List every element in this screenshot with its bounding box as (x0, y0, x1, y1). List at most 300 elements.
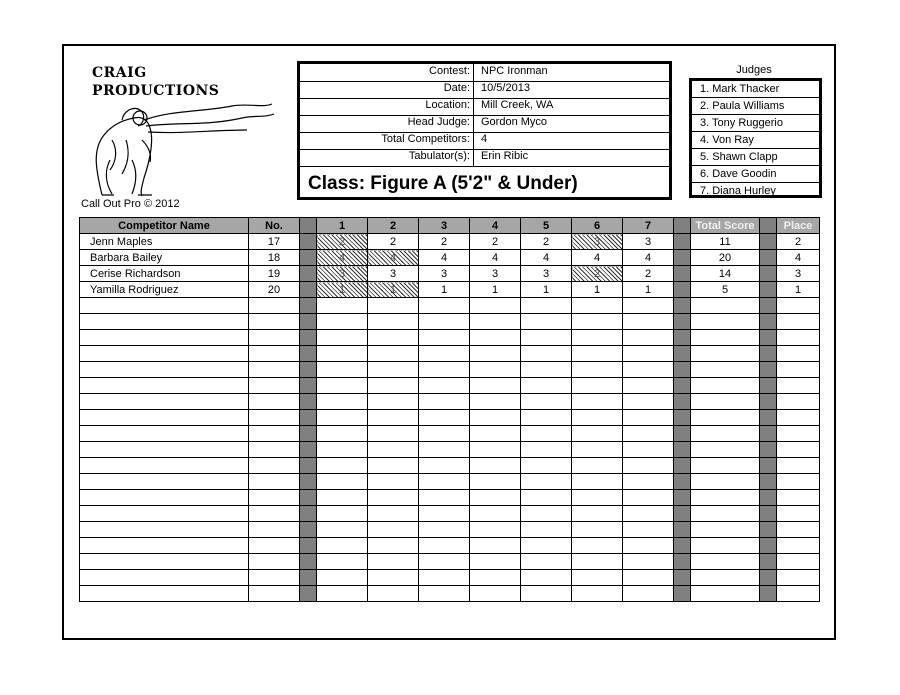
competitor-name-cell (80, 570, 249, 586)
competitor-number-cell (249, 506, 300, 522)
table-row (80, 538, 820, 554)
judge-score-cell (623, 394, 674, 410)
competitor-number-cell (249, 570, 300, 586)
judge-4-header: 4 (470, 218, 521, 234)
competitor-name-header: Competitor Name (80, 218, 249, 234)
divider (300, 554, 317, 570)
place-cell (777, 426, 820, 442)
divider (674, 490, 691, 506)
judge-score-cell (368, 538, 419, 554)
judge-score-cell (317, 458, 368, 474)
judge-score-cell (368, 378, 419, 394)
judge-score-cell (419, 538, 470, 554)
place-cell (777, 458, 820, 474)
date-row (300, 81, 669, 99)
divider (674, 250, 691, 266)
table-row (80, 554, 820, 570)
competitor-name-cell (80, 586, 249, 602)
judge-7: 7. Diana Hurley (700, 185, 776, 197)
judge-score-cell (572, 346, 623, 362)
number-header: No. (249, 218, 300, 234)
judge-score-cell (317, 506, 368, 522)
judge-score-cell (317, 442, 368, 458)
total-score-cell (691, 314, 760, 330)
competitor-number-cell: 19 (249, 266, 300, 282)
table-row (80, 266, 820, 282)
score-table-body (80, 234, 820, 602)
judge-score-cell (572, 298, 623, 314)
divider (674, 378, 691, 394)
judge-score-cell (368, 506, 419, 522)
divider (674, 538, 691, 554)
judge-score-cell (572, 394, 623, 410)
judge-6: 6. Dave Goodin (692, 166, 819, 183)
divider (300, 442, 317, 458)
judge-score-cell (470, 346, 521, 362)
table-row (80, 394, 820, 410)
total-score-cell: 11 (691, 234, 760, 250)
competitor-name-cell (80, 442, 249, 458)
place-cell (777, 554, 820, 570)
dropped-score-cell: 2 (317, 234, 368, 250)
competitor-name-cell (80, 506, 249, 522)
competitor-number-cell (249, 458, 300, 474)
dropped-score-cell: 1 (368, 282, 419, 298)
divider (760, 234, 777, 250)
judge-score-cell (368, 442, 419, 458)
logo-text-line2: PRODUCTIONS (92, 83, 220, 99)
table-row (80, 314, 820, 330)
divider (760, 266, 777, 282)
total-score-cell: 14 (691, 266, 760, 282)
place-cell (777, 346, 820, 362)
judge-score-cell (368, 570, 419, 586)
divider (674, 330, 691, 346)
judge-score-cell (521, 554, 572, 570)
judge-score-cell (623, 538, 674, 554)
competitor-number-cell (249, 522, 300, 538)
divider (300, 506, 317, 522)
competitor-name-cell (80, 394, 249, 410)
judge-score-cell (623, 474, 674, 490)
divider (760, 442, 777, 458)
score-sheet (62, 44, 836, 640)
total-score-cell (691, 554, 760, 570)
total-score-cell (691, 410, 760, 426)
divider (674, 266, 691, 282)
judge-score-cell (572, 570, 623, 586)
divider (300, 346, 317, 362)
judge-score-cell (470, 586, 521, 602)
competitor-number-cell (249, 538, 300, 554)
divider (760, 410, 777, 426)
judge-score-cell (317, 330, 368, 346)
judge-score-cell: 1 (521, 282, 572, 298)
location-row (300, 98, 669, 116)
judge-3-header: 3 (419, 218, 470, 234)
dropped-score-cell: 4 (368, 250, 419, 266)
table-row (80, 298, 820, 314)
judge-score-cell (368, 458, 419, 474)
judge-score-cell (521, 538, 572, 554)
divider (300, 474, 317, 490)
divider (674, 474, 691, 490)
judge-score-cell (572, 378, 623, 394)
judge-score-cell (419, 474, 470, 490)
judge-score-cell (623, 298, 674, 314)
table-row (80, 330, 820, 346)
judge-score-cell (317, 554, 368, 570)
judge-score-cell (317, 426, 368, 442)
judge-score-cell (368, 314, 419, 330)
competitor-name-cell (80, 554, 249, 570)
contest-label: Contest: (429, 65, 470, 77)
judge-score-cell (419, 554, 470, 570)
judge-score-cell (521, 442, 572, 458)
judge-score-cell (317, 346, 368, 362)
judge-score-cell (572, 586, 623, 602)
competitor-number-cell (249, 586, 300, 602)
tabulator-label: Tabulator(s): (408, 150, 470, 162)
divider (674, 506, 691, 522)
score-table (79, 217, 820, 602)
divider (300, 378, 317, 394)
judge-score-cell (572, 490, 623, 506)
judge-score-cell (470, 458, 521, 474)
head-judge-label: Head Judge: (407, 116, 470, 128)
judge-score-cell (521, 474, 572, 490)
competitor-name-cell (80, 474, 249, 490)
divider (760, 218, 777, 234)
total-score-cell (691, 586, 760, 602)
judge-score-cell (521, 394, 572, 410)
judges-heading: Judges (736, 64, 772, 76)
divider (760, 250, 777, 266)
competitor-number-cell (249, 442, 300, 458)
total-score-cell (691, 298, 760, 314)
divider (674, 362, 691, 378)
competitor-name-cell (80, 330, 249, 346)
judge-score-cell (419, 314, 470, 330)
judge-score-cell (368, 330, 419, 346)
judge-score-cell (317, 538, 368, 554)
divider (300, 570, 317, 586)
judge-2-header: 2 (368, 218, 419, 234)
divider (760, 522, 777, 538)
total-score-cell (691, 426, 760, 442)
judge-score-cell: 3 (521, 266, 572, 282)
competitor-name-cell: Yamilla Rodriguez (80, 282, 249, 298)
competitor-name-cell: Jenn Maples (80, 234, 249, 250)
judge-score-cell (470, 442, 521, 458)
location-value: Mill Creek, WA (481, 99, 554, 111)
divider (760, 458, 777, 474)
divider (674, 458, 691, 474)
divider (760, 538, 777, 554)
contest-value: NPC Ironman (481, 65, 548, 77)
competitor-number-cell: 20 (249, 282, 300, 298)
judge-score-cell (317, 410, 368, 426)
judge-score-cell (572, 554, 623, 570)
class-title: Class: Figure A (5'2" & Under) (308, 173, 578, 194)
divider (760, 554, 777, 570)
place-cell (777, 330, 820, 346)
judge-score-cell (470, 522, 521, 538)
place-cell (777, 298, 820, 314)
divider (300, 266, 317, 282)
place-cell: 2 (777, 234, 820, 250)
competitor-name-cell (80, 538, 249, 554)
divider (674, 298, 691, 314)
judge-score-cell (419, 522, 470, 538)
total-score-cell (691, 570, 760, 586)
competitor-number-cell (249, 362, 300, 378)
judge-score-cell (623, 442, 674, 458)
judge-score-cell (521, 330, 572, 346)
table-row (80, 282, 820, 298)
divider (300, 234, 317, 250)
divider (760, 570, 777, 586)
competitor-number-cell (249, 298, 300, 314)
competitor-number-cell (249, 330, 300, 346)
judge-score-cell (368, 410, 419, 426)
table-row (80, 346, 820, 362)
place-cell (777, 522, 820, 538)
judge-score-cell (317, 586, 368, 602)
judge-7-header: 7 (623, 218, 674, 234)
total-score-cell (691, 490, 760, 506)
table-row (80, 410, 820, 426)
table-row (80, 570, 820, 586)
judge-score-cell (470, 538, 521, 554)
judge-score-cell (521, 378, 572, 394)
judge-score-cell (419, 570, 470, 586)
divider (674, 234, 691, 250)
judge-score-cell (419, 346, 470, 362)
divider (300, 522, 317, 538)
judge-score-cell (368, 474, 419, 490)
judge-score-cell (572, 362, 623, 378)
dropped-score-cell: 1 (317, 282, 368, 298)
judge-1-header: 1 (317, 218, 368, 234)
judge-score-cell (572, 442, 623, 458)
divider (760, 394, 777, 410)
divider (760, 298, 777, 314)
table-row (80, 586, 820, 602)
judge-score-cell (521, 362, 572, 378)
divider (760, 490, 777, 506)
table-header-row (80, 218, 820, 234)
judge-score-cell (623, 586, 674, 602)
judge-score-cell (317, 314, 368, 330)
divider (300, 426, 317, 442)
divider (760, 506, 777, 522)
competitor-name-cell (80, 362, 249, 378)
competitor-number-cell (249, 378, 300, 394)
place-cell: 1 (777, 282, 820, 298)
judge-score-cell (623, 554, 674, 570)
judge-score-cell: 4 (521, 250, 572, 266)
dropped-score-cell: 3 (572, 234, 623, 250)
judge-score-cell (572, 522, 623, 538)
total-score-cell (691, 506, 760, 522)
total-score-cell: 20 (691, 250, 760, 266)
competitor-number-cell: 17 (249, 234, 300, 250)
judge-score-cell (623, 506, 674, 522)
judge-score-cell: 3 (419, 266, 470, 282)
judge-score-cell (470, 362, 521, 378)
place-cell (777, 314, 820, 330)
judge-score-cell: 1 (419, 282, 470, 298)
judge-score-cell (419, 458, 470, 474)
place-cell (777, 490, 820, 506)
divider (300, 250, 317, 266)
judge-score-cell (419, 442, 470, 458)
divider (300, 314, 317, 330)
divider (674, 442, 691, 458)
judge-score-cell (470, 330, 521, 346)
judge-score-cell (623, 314, 674, 330)
logo-text-line1: CRAIG (92, 65, 147, 81)
judge-score-cell (317, 378, 368, 394)
judge-score-cell (419, 490, 470, 506)
judges-box (689, 78, 822, 198)
judge-score-cell: 1 (572, 282, 623, 298)
judge-score-cell (572, 410, 623, 426)
table-row (80, 426, 820, 442)
judge-score-cell (317, 522, 368, 538)
judge-score-cell (623, 378, 674, 394)
judge-score-cell (419, 330, 470, 346)
judge-score-cell (623, 570, 674, 586)
table-row (80, 522, 820, 538)
judge-score-cell (521, 346, 572, 362)
judge-score-cell (470, 426, 521, 442)
judge-score-cell: 2 (470, 234, 521, 250)
competitor-name-cell (80, 410, 249, 426)
table-row (80, 378, 820, 394)
judge-score-cell: 2 (521, 234, 572, 250)
judge-score-cell (419, 506, 470, 522)
total-competitors-label: Total Competitors: (381, 133, 470, 145)
place-cell (777, 378, 820, 394)
judge-score-cell (521, 490, 572, 506)
competitor-number-cell (249, 314, 300, 330)
judge-score-cell (623, 362, 674, 378)
judge-score-cell (521, 298, 572, 314)
competitor-name-cell (80, 458, 249, 474)
contest-row (300, 64, 669, 82)
total-score-cell (691, 362, 760, 378)
competitor-number-cell (249, 346, 300, 362)
place-cell (777, 394, 820, 410)
judge-score-cell (419, 394, 470, 410)
divider (300, 298, 317, 314)
competitor-number-cell (249, 490, 300, 506)
competitor-name-cell (80, 426, 249, 442)
total-score-cell (691, 346, 760, 362)
competitor-number-cell: 18 (249, 250, 300, 266)
table-row (80, 442, 820, 458)
total-score-cell: 5 (691, 282, 760, 298)
place-cell: 3 (777, 266, 820, 282)
divider (760, 314, 777, 330)
divider (300, 330, 317, 346)
divider (674, 410, 691, 426)
competitor-name-cell (80, 298, 249, 314)
judge-score-cell (419, 410, 470, 426)
place-cell: 4 (777, 250, 820, 266)
judge-score-cell (470, 410, 521, 426)
judge-score-cell (368, 346, 419, 362)
judge-score-cell (419, 298, 470, 314)
judge-score-cell (368, 586, 419, 602)
place-cell (777, 506, 820, 522)
competitor-name-cell (80, 522, 249, 538)
judge-score-cell (623, 426, 674, 442)
divider (674, 282, 691, 298)
judge-score-cell (470, 298, 521, 314)
competitor-number-cell (249, 394, 300, 410)
head-judge-row (300, 115, 669, 133)
competitor-name-cell (80, 490, 249, 506)
judge-score-cell (521, 506, 572, 522)
judge-score-cell (521, 522, 572, 538)
divider (760, 346, 777, 362)
judge-score-cell: 4 (572, 250, 623, 266)
judge-score-cell: 4 (623, 250, 674, 266)
total-score-cell (691, 394, 760, 410)
divider (300, 362, 317, 378)
divider (760, 474, 777, 490)
divider (674, 554, 691, 570)
divider (674, 570, 691, 586)
divider (674, 522, 691, 538)
divider (300, 458, 317, 474)
place-cell (777, 410, 820, 426)
competitor-number-cell (249, 554, 300, 570)
competitor-number-cell (249, 474, 300, 490)
table-row (80, 506, 820, 522)
competitor-number-cell (249, 410, 300, 426)
divider (674, 394, 691, 410)
table-row (80, 474, 820, 490)
judge-score-cell (368, 490, 419, 506)
craig-productions-logo (82, 60, 302, 208)
judge-score-cell (368, 394, 419, 410)
judge-score-cell (317, 362, 368, 378)
table-row (80, 234, 820, 250)
judge-score-cell (470, 378, 521, 394)
divider (760, 362, 777, 378)
total-score-cell (691, 474, 760, 490)
judge-score-cell (470, 490, 521, 506)
total-score-cell (691, 458, 760, 474)
judge-score-cell (368, 362, 419, 378)
dropped-score-cell: 4 (317, 250, 368, 266)
judge-score-cell (521, 586, 572, 602)
judge-score-cell: 1 (623, 282, 674, 298)
judge-score-cell: 2 (368, 234, 419, 250)
place-cell (777, 442, 820, 458)
judge-score-cell (317, 474, 368, 490)
total-competitors-row (300, 132, 669, 150)
judge-score-cell (623, 490, 674, 506)
place-cell (777, 586, 820, 602)
judge-score-cell (368, 522, 419, 538)
competitor-name-cell (80, 378, 249, 394)
judge-3: 3. Tony Ruggerio (692, 115, 819, 132)
